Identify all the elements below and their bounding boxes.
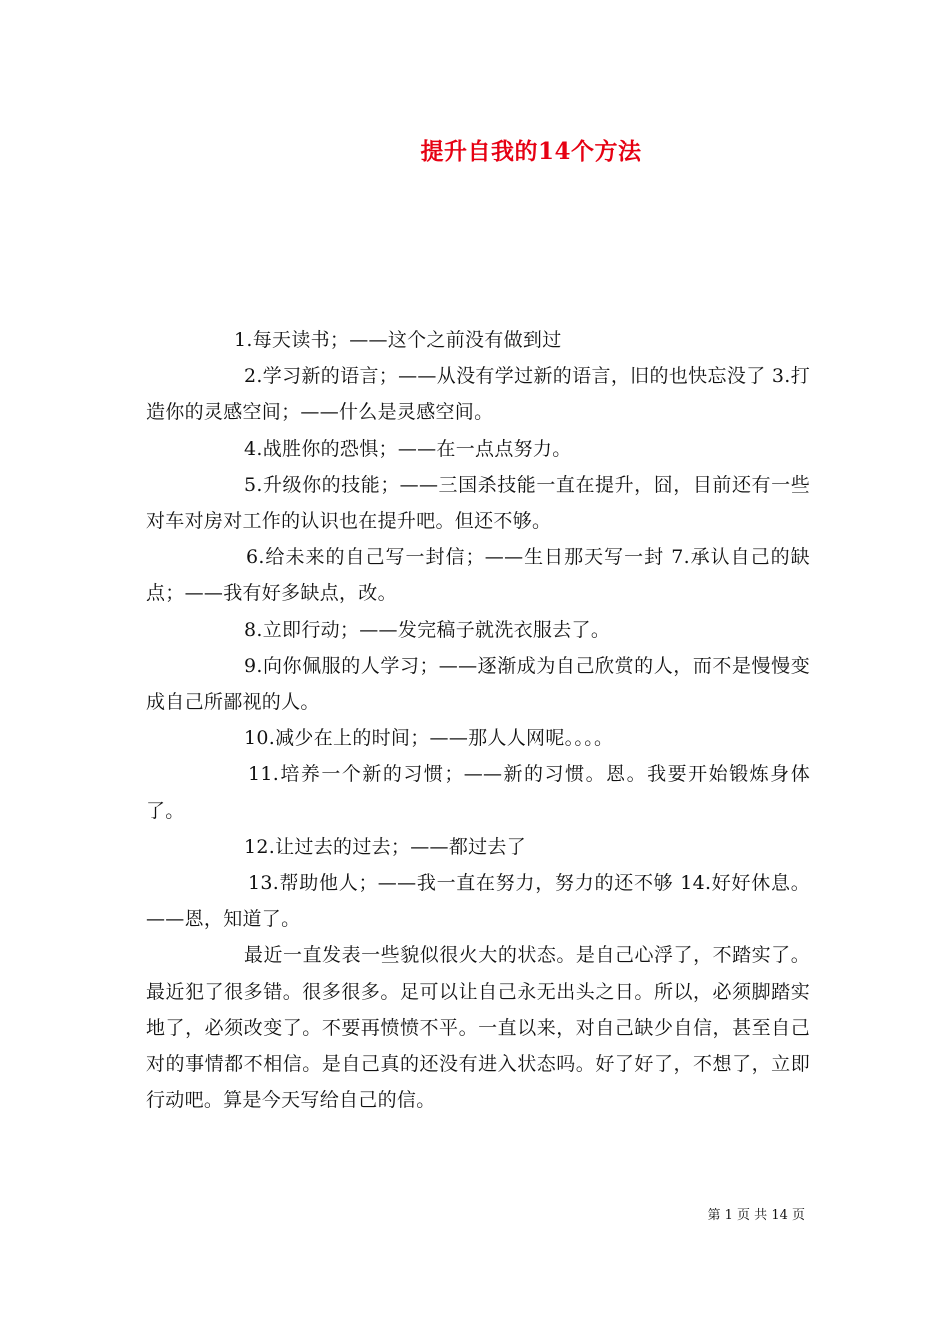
paragraph-7: 9.向你佩服的人学习；——逐渐成为自己欣赏的人，而不是慢慢变成自己所鄙视的人。 <box>146 654 810 714</box>
paragraph-2: 2.学习新的语言；——从没有学过新的语言，旧的也快忘没了 3.打造你的灵感空间；——什么是灵感空间。 <box>146 365 810 424</box>
paragraph-10: 12.让过去的过去；——都过去了 <box>244 835 527 858</box>
paragraph-8: 10.减少在上的时间；——那人人网呢。。。。 <box>244 727 614 750</box>
paragraph-5: 6.给未来的自己写一封信；——生日那天写一封 7.承认自己的缺点；——我有好多缺点，改。 <box>146 546 810 605</box>
paragraph-3: 4.战胜你的恐惧；——在一点点努力。 <box>244 437 572 460</box>
paragraph-6: 8.立即行动；——发完稿子就洗衣服去了。 <box>244 618 611 641</box>
page-title: 提升自我的14个方法 <box>420 138 642 165</box>
paragraph-4: 5.升级你的技能；——三国杀技能一直在提升，囧，目前还有一些对车对房对工作的认识也在提升吧。但还不够。 <box>146 473 810 533</box>
paragraph-11: 13.帮助他人；——我一直在努力，努力的还不够 14.好好休息。——恩，知道了。 <box>146 872 810 931</box>
document-body <box>146 322 810 1118</box>
page-footer: 第 1 页 共 14 页 <box>707 1208 805 1223</box>
paragraph-12: 最近一直发表一些貌似很火大的状态。是自己心浮了，不踏实了。最近犯了很多错。很多很多。足可以让自己永无出头之日。所以，必须脚踏实地了，必须改变了。不要再愤愤不平。一直以来，对自己缺少自信，甚至自己对的事情都不相信。是自己真的还没有进入状态吗。好了好了，不想了，立即行动吧。算是今天写给自己的信。 <box>146 944 810 1112</box>
paragraph-9: 11.培养一个新的习惯；——新的习惯。恩。我要开始锻炼身体了。 <box>146 763 810 822</box>
paragraph-1: 1.每天读书；——这个之前没有做到过 <box>234 329 562 351</box>
